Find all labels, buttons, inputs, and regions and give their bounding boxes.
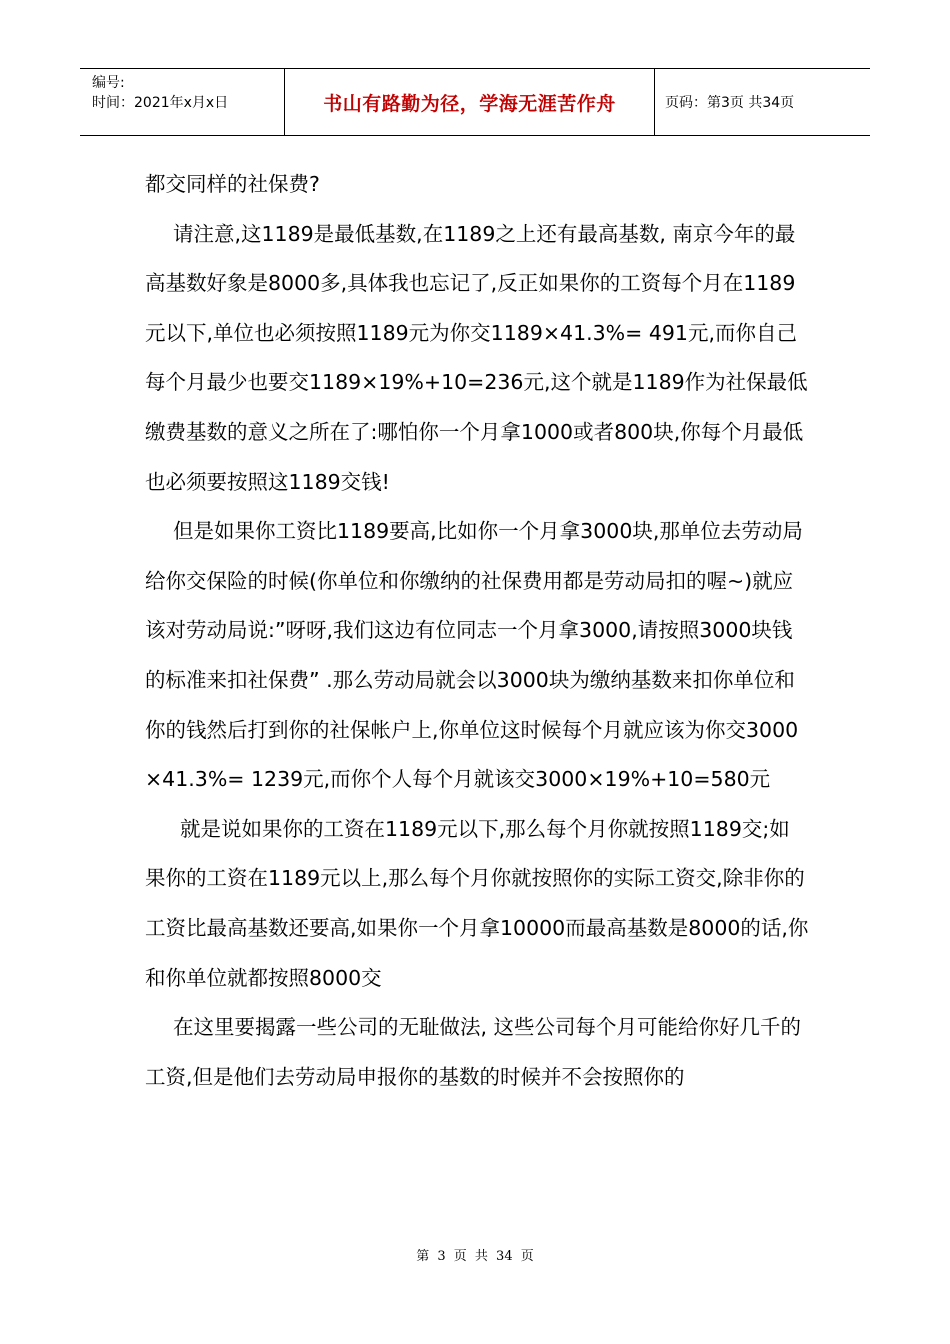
paragraph-higher-salary: 但是如果你工资比1189要高,比如你一个月拿3000块,那单位去劳动局给你交保险的时候(你单位和你缴纳的社保费用都是劳动局扣的喔~)就应该对劳动局说:”呀呀,我们这边有位同志一个月拿3000,请按照3000块钱的标准来扣社保费” .那么劳动局就会以3000块为缴纳基数来扣你单位和你的钱然后打到你的社保帐户上,你单位这时候每个月就应该为你交3000×41.3%= 1239元,而你个人每个月就该交3000×19%+10=580元 (145, 519, 803, 792)
paragraph-company-practices: 在这里要揭露一些公司的无耻做法, 这些公司每个月可能给你好几千的工资,但是他们去劳动局申报你的基数的时候并不会按照你的 (145, 1015, 802, 1089)
header-meta (80, 69, 284, 135)
document-body (145, 160, 810, 1102)
header-motto-cell (284, 69, 655, 135)
header-page-info: 页码：第3页 共34页 (665, 95, 795, 111)
date-label: 时间：2021年x月x日 (92, 95, 229, 111)
paragraph-summary: 就是说如果你的工资在1189元以下,那么每个月你就按照1189交;如果你的工资在1189元以上,那么每个月你就按照你的实际工资交,除非你的工资比最高基数还要高,如果你一个月拿10000而最高基数是8000的话,你和你单位就都按照8000交 (145, 816, 809, 990)
motto-text: 书山有路勤为径，学海无涯苦作舟 (323, 92, 616, 115)
serial-number-label: 编号: (92, 75, 125, 91)
page-footer: 第 3 页 共 34 页 (416, 1249, 534, 1264)
page-header (80, 68, 870, 136)
paragraph-minimum-base: 请注意,这1189是最低基数,在1189之上还有最高基数, 南京今年的最高基数好象是8000多,具体我也忘记了,反正如果你的工资每个月在1189元以下,单位也必须按照1189元为你交1189×41.3%= 491元,而你自己每个月最少也要交1189×19%+10=236元,这个就是1189作为社保最低缴费基数的意义之所在了:哪怕你一个月拿1000或者800块,你每个月最低也必须要按照这1189交钱! (145, 221, 808, 494)
header-page-info-cell (655, 69, 870, 135)
paragraph-continuation: 都交同样的社保费? (145, 172, 320, 196)
